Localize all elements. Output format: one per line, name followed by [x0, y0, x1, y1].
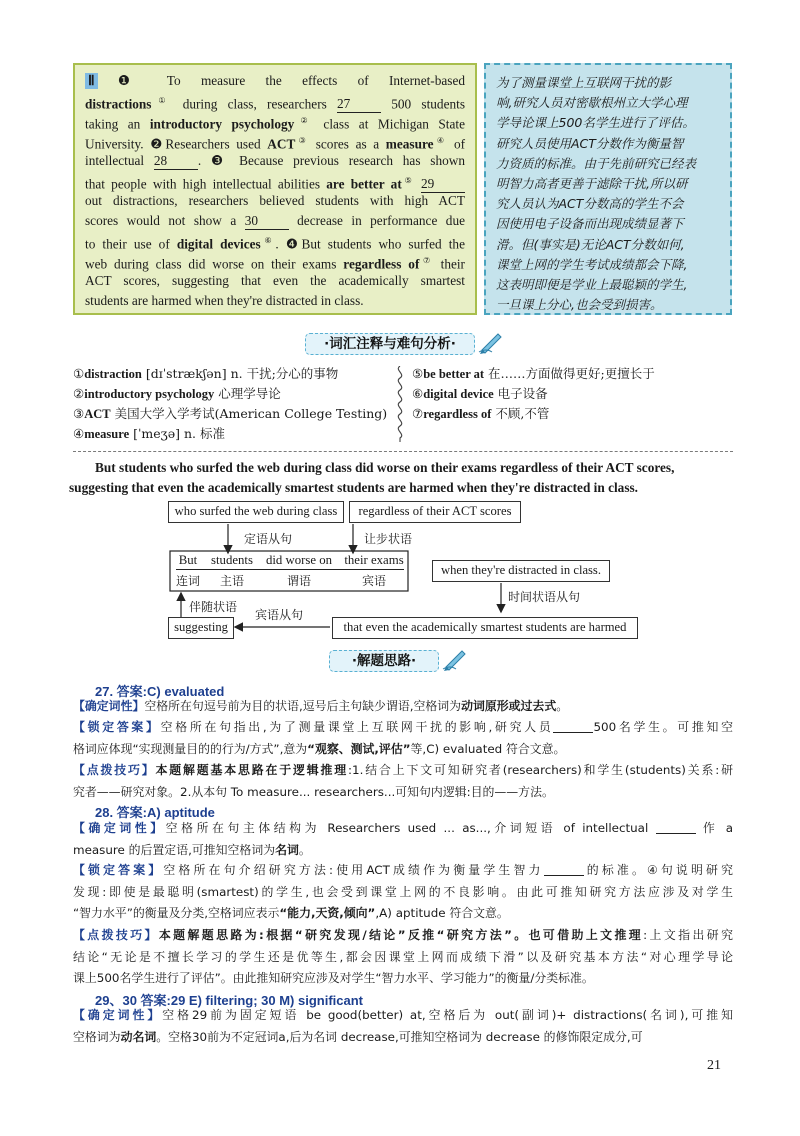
answer-27-heading: 27. 答案:C) evaluated	[95, 684, 225, 699]
box-concession: regardless of their ACT scores	[349, 501, 521, 523]
translation-line: 学导论课上500名学生进行了评估。	[496, 115, 695, 131]
label-concession: 让步状语	[364, 532, 413, 546]
key-term: distractions	[85, 96, 152, 112]
answer-blank: 27	[337, 96, 381, 113]
text-run: ,A) aptitude 符合文意。	[375, 906, 509, 920]
vocab-num: ①	[73, 366, 85, 381]
answer-28-heading: 28. 答案:A) aptitude	[95, 805, 215, 820]
text-run: 结论“无论是不擅长学习的学生还是优等生,都会因课堂上网而成绩下滑”以及研究基本方法“对心理学导论	[73, 949, 733, 964]
explanation-tag: 【确定词性】	[73, 821, 166, 835]
inline-blank	[656, 820, 696, 834]
role-predicate: 谓语	[286, 574, 311, 588]
vocab-def: 不顾,不管	[491, 406, 550, 421]
text-run: 发现:即使是最聪明(smartest)的学生,也会受到课堂上网的不良影响。由此可推知研究方法应涉及对学生	[73, 884, 733, 899]
explanation-tag: 【点拨技巧】	[73, 928, 159, 942]
answer-27-block-3	[73, 760, 733, 803]
explanation-line	[73, 1005, 733, 1027]
explanation-line	[73, 903, 733, 925]
box-object-clause: that even the academically smartest students are harmed	[332, 617, 638, 639]
emphasis: 本题解题基本思路在于逻辑推理	[155, 763, 348, 777]
text-run: 课上500名学生进行了评估”。由此推知研究应涉及对学生“智力水平、学习能力”的衡量/分类标准。	[73, 971, 594, 985]
text-run: decrease in performance due	[288, 213, 465, 228]
box-attributive-clause: who surfed the web during class	[168, 501, 344, 523]
vocab-def: 在……方面做得更好;更擅长于	[484, 366, 655, 381]
inline-blank	[553, 719, 593, 733]
translation-line: 这表明即便是学业上最聪颖的学生,	[496, 276, 688, 292]
role-subject: 主语	[219, 574, 244, 588]
role-object: 宾语	[361, 574, 386, 588]
text-run: ❶ To measure the effects of Internet-based	[97, 73, 465, 88]
vocab-num: ⑦	[412, 406, 424, 421]
key-term: introductory psychology	[149, 116, 295, 132]
text-run: 500 students	[381, 96, 465, 112]
vocab-num: ③	[73, 406, 85, 421]
section-mark: Ⅱ	[85, 73, 98, 89]
explanation-tag: 【锁定答案】	[73, 720, 161, 734]
explanation-line	[73, 925, 733, 947]
vocab-word: ACT	[84, 407, 111, 421]
answer-28-block-2	[73, 860, 733, 925]
text-run: 格词应体现“实现测量目的的行为/方式”,意为	[73, 741, 308, 756]
translation-line: 力资质的标准。由于先前研究已经表	[496, 155, 697, 171]
explanation-line	[73, 860, 733, 882]
text-run: during class, researchers	[172, 96, 338, 112]
vocab-word: measure	[84, 427, 130, 441]
translation-line: 明智力高者更善于滤除干扰,所以研	[496, 175, 688, 191]
explanation-line	[73, 840, 733, 862]
main-word-but: But	[178, 553, 198, 567]
box-suggesting: suggesting	[168, 617, 234, 639]
key-term: digital devices	[176, 236, 261, 252]
translation-line: 究人员认为ACT分数高的学生不会	[496, 196, 684, 212]
explanation-tag: 【确定词性】	[73, 699, 145, 713]
vocab-word: digital device	[423, 387, 494, 401]
answer-blank: 29	[421, 176, 465, 193]
answer-29-30-block-1	[73, 1005, 733, 1048]
analysis-sentence-line1: But students who surfed the web during class did worse on their exams regardless of their ACT scores,	[95, 460, 675, 475]
text-run: scores would not show a	[85, 213, 245, 228]
pen-icon	[442, 647, 468, 671]
vocab-word: distraction	[84, 367, 142, 381]
answer-28-block-3	[73, 925, 733, 990]
text-run: 500名学生。可推知空	[593, 720, 733, 734]
note-ref: ③	[295, 136, 310, 145]
note-ref: ①	[151, 96, 173, 105]
role-conjunction: 连词	[175, 574, 200, 588]
vocab-word: introductory psychology	[84, 387, 215, 401]
analysis-sentence-line2: suggesting that even the academically smartest students are harmed when they're distracted in class.	[69, 480, 639, 495]
text-run: measure 的后置定语,可推知空格词为	[73, 842, 276, 857]
text-run: :上文指出研究	[643, 928, 733, 942]
text-run: 。	[298, 842, 311, 857]
text-run: ACT scores, suggesting that even the academically smartest	[85, 273, 465, 288]
text-run: 空格29前为固定短语 be good(better) at,空格后为 out(副词)+ distractions(名词),可推知	[162, 1008, 733, 1022]
text-run: intellectual	[85, 153, 154, 168]
main-underline	[176, 569, 404, 570]
text-run: taking an	[85, 116, 150, 132]
note-ref: ④	[433, 136, 448, 145]
translation-line: 一旦课上分心,也会受到损害。	[496, 297, 663, 313]
answer-blank: 28	[154, 153, 198, 170]
label-object-clause: 宾语从句	[255, 608, 304, 622]
explanation-line	[73, 696, 733, 718]
key-term: measure	[385, 136, 434, 152]
vocab-def: 电子设备	[493, 386, 548, 401]
answer-27-block-1	[73, 696, 733, 718]
text-run: 。	[556, 699, 569, 713]
vocab-num: ⑤	[412, 366, 424, 381]
explanation-tag: 【锁定答案】	[73, 863, 164, 877]
note-ref: ⑥	[260, 236, 276, 245]
main-word-their-exams: their exams	[344, 553, 404, 567]
text-run: 空格所在句逗号前为目的状语,逗号后主句缺少谓语,空格词为	[144, 699, 462, 713]
note-ref: ⑤	[401, 176, 415, 185]
emphasis: “观察、测试,评估”	[307, 741, 411, 756]
vocab-num: ④	[73, 426, 85, 441]
explanation-line	[73, 760, 733, 782]
vocab-word: regardless of	[423, 407, 492, 421]
text-run: 空格所在句主体结构为 Researchers used ... as...,介词短语 of intellectual	[165, 821, 656, 835]
text-run: . ❹But students who surfed the	[275, 236, 465, 252]
translation-line: 滑。但(事实是)无论ACT分数如何,	[496, 236, 685, 252]
inline-blank	[544, 862, 584, 876]
text-run: class at Michigan State	[313, 116, 465, 132]
text-run: 。空格30前为不定冠词a,后为名词 decrease,可推知空格词为 decrease 的修饰限定成分,可	[156, 1029, 643, 1044]
emphasis: “能力,天资,倾向”	[279, 906, 376, 920]
explanation-line	[73, 1027, 733, 1049]
explanation-line	[73, 882, 733, 904]
explanation-line	[73, 968, 733, 990]
vocab-def: [ˈmeʒə] n. 标准	[129, 426, 225, 441]
explanation-tag: 【点拨技巧】	[73, 763, 156, 777]
solution-banner-title: ·解题思路·	[351, 653, 417, 669]
translation-line: 为了测量课堂上互联网干扰的影	[496, 75, 672, 90]
explanation-line	[73, 782, 733, 804]
explanation-line	[73, 739, 733, 761]
text-run: their	[433, 256, 465, 272]
vocab-def: [dɪˈstrækʃən] n. 干扰;分心的事物	[141, 366, 339, 381]
vocab-num: ②	[73, 386, 85, 401]
note-ref: ⑦	[419, 256, 434, 265]
emphasis: 名词	[275, 842, 299, 857]
text-run: scores as a	[309, 136, 386, 152]
explanation-line	[73, 947, 733, 969]
text-run: University. ❷Researchers used	[85, 136, 268, 152]
translation-line: 响,研究人员对密歇根州立大学心理	[496, 95, 688, 111]
answer-blank: 30	[245, 213, 289, 230]
text-run: “智力水平”的衡量及分类,空格词应表示	[73, 906, 280, 920]
text-run: web during class did worse on their exams	[85, 256, 344, 272]
vocab-banner-title: ·词汇注释与难句分析·	[324, 336, 456, 352]
box-time-clause: when they're distracted in class.	[432, 560, 610, 582]
text-run: students are harmed when they're distracted in class.	[85, 293, 364, 308]
answer-27-block-2	[73, 717, 733, 760]
text-run: to their use of	[85, 236, 177, 252]
solution-section-banner	[329, 650, 439, 672]
key-term: regardless of	[343, 256, 420, 272]
label-time-adverbial: 时间状语从句	[508, 590, 581, 604]
vocab-num: ⑥	[412, 386, 424, 401]
key-term: are better at	[326, 176, 402, 192]
note-ref: ②	[294, 116, 314, 125]
label-accompaniment: 伴随状语	[189, 600, 238, 614]
translation-line: 课堂上网的学生考试成绩都会下降,	[496, 256, 688, 272]
answer-29-30-heading: 29、30 答案:29 E) filtering; 30 M) significant	[95, 993, 363, 1008]
main-word-did-worse-on: did worse on	[265, 553, 333, 567]
explanation-line	[73, 717, 733, 739]
vocab-word: be better at	[423, 367, 485, 381]
emphasis: 动名词	[120, 1029, 157, 1044]
text-run: 等,C) evaluated 符合文意。	[410, 741, 566, 756]
text-run: out distractions, researchers believed students with high ACT	[85, 193, 465, 208]
text-run: :1.结合上下文可知研究者(researchers)和学生(students)关系:研	[348, 763, 733, 777]
vocab-def: 美国大学入学考试(American College Testing)	[110, 406, 388, 421]
explanation-line	[73, 818, 733, 840]
main-word-students: students	[211, 553, 253, 567]
text-run: 空格所在句介绍研究方法:使用ACT成绩作为衡量学生智力	[163, 863, 544, 877]
translation-line: 研究人员使用ACT分数作为衡量智	[496, 135, 684, 151]
text-run: 空格词为	[73, 1029, 121, 1044]
explanation-tag: 【确定词性】	[73, 1008, 163, 1022]
text-run: . ❸ Because previous research has shown	[197, 153, 465, 168]
text-run: that people with high intellectual abilities	[85, 176, 327, 192]
text-run: of	[447, 136, 466, 152]
vocab-def: 心理学导论	[214, 386, 281, 401]
emphasis: 本题解题思路为:根据“研究发现/结论”反推“研究方法”。也可借助上文推理	[158, 928, 644, 942]
translation-line: 因使用电子设备而出现成绩显著下	[496, 216, 684, 232]
key-term: ACT	[267, 136, 296, 152]
text-run: 作 a	[695, 821, 733, 835]
text-run: 的标准。④句说明研究	[583, 863, 733, 877]
answer-28-block-1	[73, 818, 733, 861]
label-attributive-clause: 定语从句	[244, 532, 293, 546]
text-run: 空格所在句指出,为了测量课堂上互联网干扰的影响,研究人员	[160, 720, 554, 734]
page-number: 21	[707, 1058, 721, 1073]
text-run: 究者——研究对象。2.从本句 To measure... researchers...可知句内逻辑:目的——方法。	[73, 784, 554, 799]
emphasis: 动词原形或过去式	[461, 699, 557, 713]
